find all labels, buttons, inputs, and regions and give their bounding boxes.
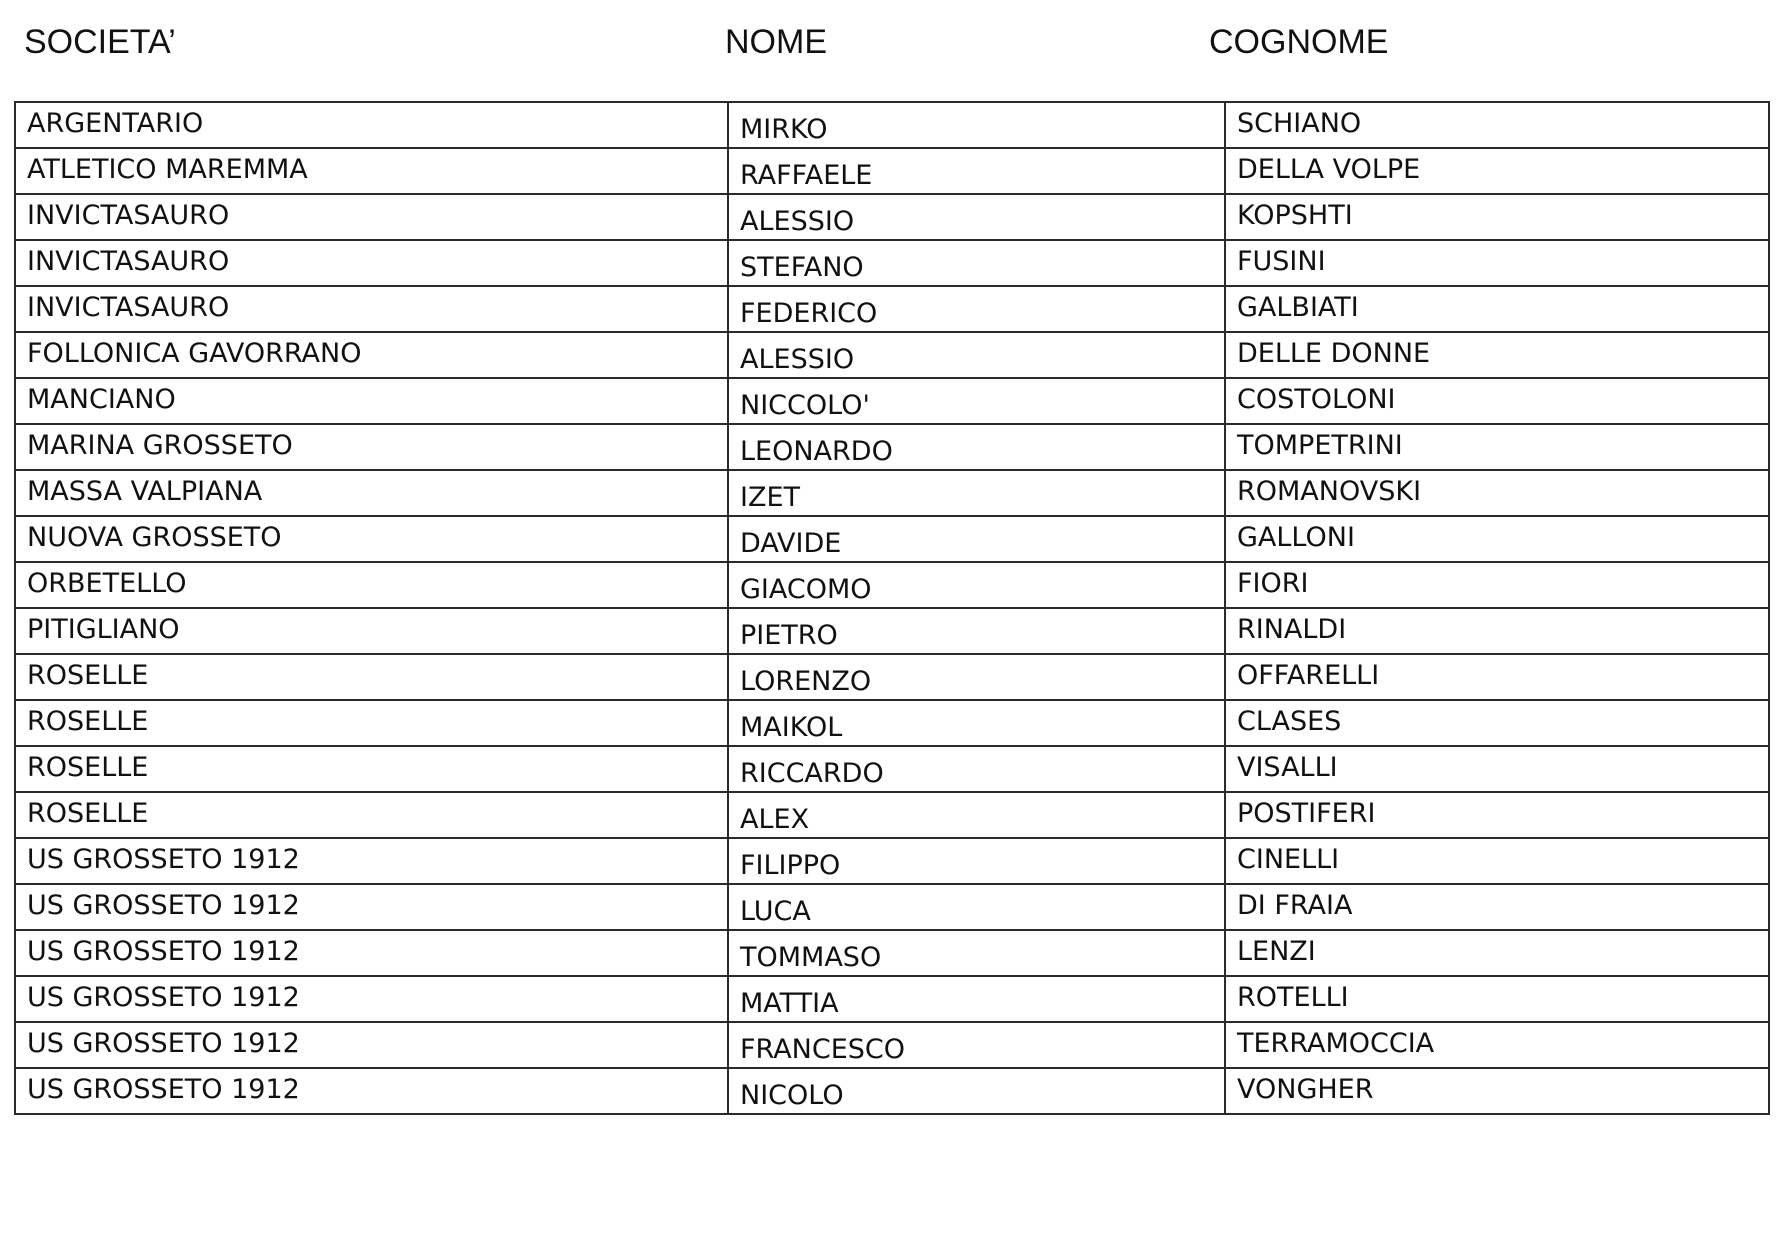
table-row [15,700,1769,746]
header-cognome: COGNOME [1209,23,1389,61]
cell-nome: DAVIDE [728,516,1225,562]
cell-societa: ROSELLE [15,792,728,838]
cell-societa: ORBETELLO [15,562,728,608]
cell-societa: ATLETICO MAREMMA [15,148,728,194]
cell-nome: FILIPPO [728,838,1225,884]
cell-societa: INVICTASAURO [15,240,728,286]
cell-cognome: FIORI [1225,562,1769,608]
cell-cognome: SCHIANO [1225,102,1769,148]
table-row [15,332,1769,378]
cell-nome: NICCOLO' [728,378,1225,424]
cell-cognome: LENZI [1225,930,1769,976]
table-row [15,286,1769,332]
cell-societa: NUOVA GROSSETO [15,516,728,562]
table-row [15,884,1769,930]
cell-nome: GIACOMO [728,562,1225,608]
table-row [15,608,1769,654]
cell-cognome: VISALLI [1225,746,1769,792]
cell-cognome: DELLE DONNE [1225,332,1769,378]
roster-table [14,101,1770,1115]
cell-cognome: TERRAMOCCIA [1225,1022,1769,1068]
cell-societa: ROSELLE [15,700,728,746]
table-row [15,838,1769,884]
cell-cognome: DELLA VOLPE [1225,148,1769,194]
table-row [15,378,1769,424]
table-row [15,792,1769,838]
cell-cognome: POSTIFERI [1225,792,1769,838]
cell-societa: PITIGLIANO [15,608,728,654]
cell-societa: FOLLONICA GAVORRANO [15,332,728,378]
header-societa: SOCIETA’ [24,23,176,61]
cell-nome: LEONARDO [728,424,1225,470]
cell-nome: MIRKO [728,102,1225,148]
cell-cognome: KOPSHTI [1225,194,1769,240]
cell-nome: NICOLO [728,1068,1225,1114]
table-row [15,470,1769,516]
cell-cognome: ROMANOVSKI [1225,470,1769,516]
cell-cognome: CINELLI [1225,838,1769,884]
cell-cognome: COSTOLONI [1225,378,1769,424]
table-row [15,562,1769,608]
cell-nome: LUCA [728,884,1225,930]
cell-societa: INVICTASAURO [15,194,728,240]
cell-societa: US GROSSETO 1912 [15,1068,728,1114]
cell-nome: MATTIA [728,976,1225,1022]
cell-nome: TOMMASO [728,930,1225,976]
cell-societa: ROSELLE [15,746,728,792]
cell-nome: ALESSIO [728,194,1225,240]
table-row [15,424,1769,470]
cell-nome: RICCARDO [728,746,1225,792]
cell-cognome: TOMPETRINI [1225,424,1769,470]
cell-societa: MANCIANO [15,378,728,424]
cell-cognome: RINALDI [1225,608,1769,654]
cell-cognome: VONGHER [1225,1068,1769,1114]
cell-societa: ARGENTARIO [15,102,728,148]
cell-societa: US GROSSETO 1912 [15,838,728,884]
cell-cognome: DI FRAIA [1225,884,1769,930]
cell-societa: MARINA GROSSETO [15,424,728,470]
table-row [15,516,1769,562]
table-row [15,102,1769,148]
cell-cognome: FUSINI [1225,240,1769,286]
cell-societa: US GROSSETO 1912 [15,976,728,1022]
cell-societa: MASSA VALPIANA [15,470,728,516]
cell-nome: ALEX [728,792,1225,838]
cell-societa: ROSELLE [15,654,728,700]
cell-nome: PIETRO [728,608,1225,654]
table-row [15,654,1769,700]
cell-nome: LORENZO [728,654,1225,700]
cell-nome: FRANCESCO [728,1022,1225,1068]
cell-societa: US GROSSETO 1912 [15,930,728,976]
cell-societa: US GROSSETO 1912 [15,884,728,930]
cell-cognome: GALLONI [1225,516,1769,562]
roster-body [15,102,1769,1114]
table-row [15,930,1769,976]
table-row [15,1068,1769,1114]
cell-nome: STEFANO [728,240,1225,286]
header-nome: NOME [725,23,827,61]
cell-cognome: OFFARELLI [1225,654,1769,700]
table-row [15,194,1769,240]
table-row [15,746,1769,792]
cell-nome: RAFFAELE [728,148,1225,194]
table-row [15,976,1769,1022]
cell-cognome: CLASES [1225,700,1769,746]
cell-nome: ALESSIO [728,332,1225,378]
cell-cognome: GALBIATI [1225,286,1769,332]
table-row [15,148,1769,194]
table-row [15,1022,1769,1068]
table-row [15,240,1769,286]
cell-societa: INVICTASAURO [15,286,728,332]
cell-societa: US GROSSETO 1912 [15,1022,728,1068]
cell-nome: IZET [728,470,1225,516]
cell-cognome: ROTELLI [1225,976,1769,1022]
cell-nome: FEDERICO [728,286,1225,332]
cell-nome: MAIKOL [728,700,1225,746]
